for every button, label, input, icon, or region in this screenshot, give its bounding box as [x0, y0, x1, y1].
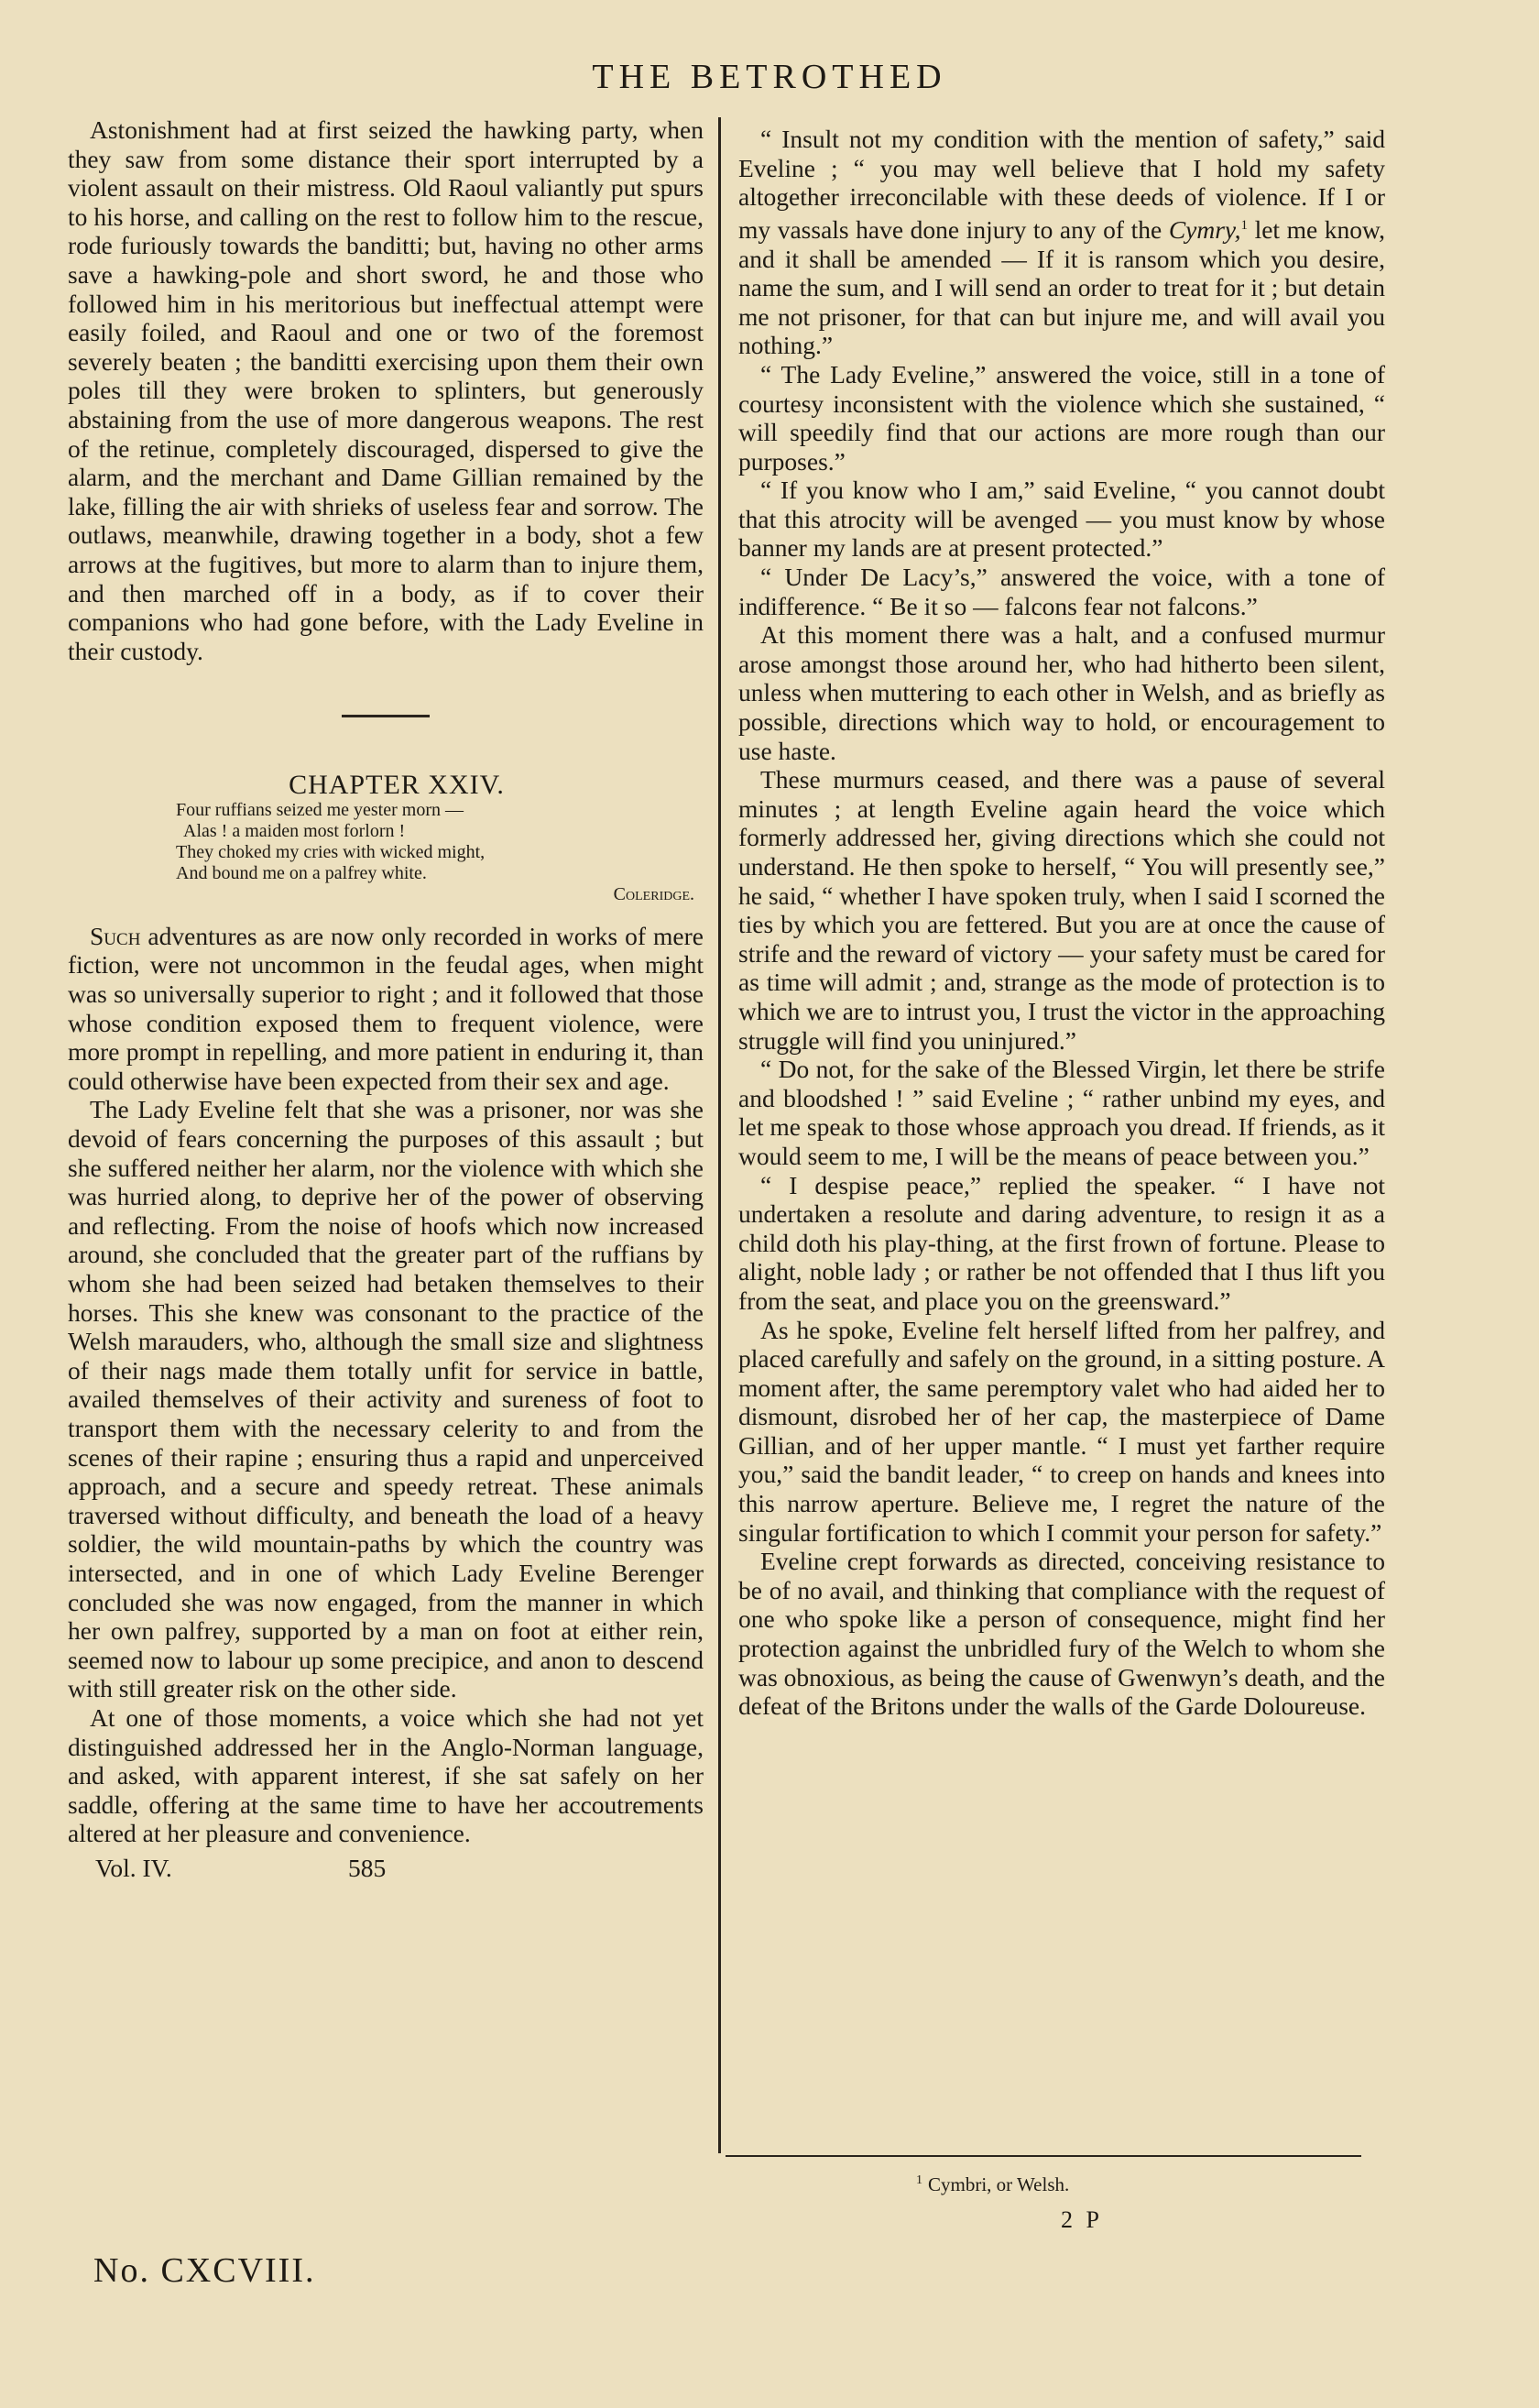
italic-term: Cymry, — [1168, 214, 1241, 244]
paragraph-text: let me know, and it shall be amended — If it is ransom which you desire, name the sum, and I will send an order to treat for it ; but detain me not prisoner, for that can but injure me, and will avail you nothing.” — [738, 214, 1385, 360]
paragraph — [738, 125, 1385, 360]
signature-mark: 2 P — [1061, 2206, 1103, 2233]
epigraph-line: Alas ! a maiden most forlorn ! — [183, 820, 406, 841]
paragraph: The Lady Eveline felt that she was a prisoner, nor was she devoid of fears concerning the purposes of this assault ; but she suffered neither her alarm, nor the violence with which she was hurried along, to deprive her of the power of observing and reflecting. From the noise of hoofs which now increased around, she concluded that the greater part of the ruffians by whom she had been seized had betaken themselves to their horses. This she knew was consonant to the practice of the Welsh marauders, who, although the small size and slightness of their nags made them totally unfit for service in battle, availed themselves of their activity and sureness of foot to transport them with the necessary celerity to and from the scenes of their rapine ; ensuring thus a rapid and unperceived approach, and a secure and speedy retreat. These animals traversed without difficulty, and beneath the load of a heavy soldier, the wild mountain-paths by which the country was intersected, and in one of which Lady Eveline Berenger concluded she was now engaged, from the manner in which her own palfrey, supported by a man on foot at either rein, seemed now to labour up some precipice, and anon to descend with still greater risk on the other side. — [68, 1095, 704, 1703]
footnote-text: Cymbri, or Welsh. — [928, 2173, 1070, 2195]
footnote — [916, 2173, 1069, 2196]
paragraph: Eveline crept forwards as directed, conceiving resistance to be of no avail, and thinking that compliance with the request of one who spoke like a person of consequence, might find her protection against the unbridled fury of the Welch to whom she was obnoxious, as being the cause of Gwenwyn’s death, and the defeat of the Britons under the walls of the Garde Doloureuse. — [738, 1547, 1385, 1721]
chapter-heading: CHAPTER XXIV. — [289, 770, 505, 801]
opening-paragraph: Astonishment had at first seized the hawking party, when they saw from some distance their sport interrupted by a violent assault on their mistress. Old Raoul valiantly put spurs to his horse, and calling on the rest to follow him to the rescue, rode furiously towards the banditti; but, having no other arms save a hawking-pole and short sword, he and those who followed him in his meritorious but ineffectual attempt were easily foiled, and Raoul and one or two of the foremost severely beaten ; the banditti exercising upon them their own poles till they were broken to splinters, but generously abstaining from the use of more dangerous weapons. The rest of the retinue, completely discouraged, dispersed to give the alarm, and the merchant and Dame Gillian remained by the lake, filling the air with shrieks of useless fear and sorrow. The outlaws, meanwhile, drawing together in a body, shot a few arrows at the fugitives, but more to alarm than to injure them, and then marched off in a body, as if to cover their companions who had gone before, with the Lady Eveline in their custody. — [68, 115, 704, 665]
right-column — [738, 125, 1385, 1721]
epigraph-attribution: Coleridge. — [613, 883, 694, 904]
paragraph: “ Do not, for the sake of the Blessed Virgin, let there be strife and bloodshed ! ” said Eveline ; “ rather unbind my eyes, and let me speak to those whose approach you dread. If friends, as it would seem to me, I will be the means of peace between you.” — [738, 1055, 1385, 1170]
epigraph-line: And bound me on a palfrey white. — [176, 862, 427, 883]
running-head: THE BETROTHED — [592, 58, 947, 96]
epigraph-line: They choked my cries with wicked might, — [176, 841, 486, 862]
paragraph: At one of those moments, a voice which she had not yet distinguished addressed her in the Anglo-Norman language, and asked, with apparent interest, if she sat safely on her saddle, offering at the same time to have her accoutrements altered at her pleasure and convenience. — [68, 1702, 704, 1848]
column-divider — [718, 117, 721, 2153]
issue-number: No. CXCVIII. — [93, 2251, 316, 2290]
chapter-first-paragraph — [68, 922, 704, 1096]
page-number: 585 — [348, 1853, 387, 1882]
paragraph: At this moment there was a halt, and a confused murmur arose amongst those around her, who had hitherto been silent, unless when muttering to each other in Welsh, and as briefly as possible, directions which way to hold, or encouragement to use haste. — [738, 620, 1385, 765]
footnote-mark: 1 — [916, 2173, 922, 2187]
paragraph: “ If you know who I am,” said Eveline, “ you cannot doubt that this atrocity will be avenged — you must know by whose banner my lands are at present protected.” — [738, 476, 1385, 563]
footnote-rule — [726, 2155, 1361, 2157]
paragraph: “ Under De Lacy’s,” answered the voice, with a tone of indifference. “ Be it so — falcons fear not falcons.” — [738, 563, 1385, 620]
volume-label: Vol. IV. — [95, 1853, 172, 1882]
paragraph: As he spoke, Eveline felt herself lifted from her palfrey, and placed carefully and safely on the ground, in a sitting posture. A moment after, the same peremptory valet who had aided her to dismount, disrobed her of her cap, the masterpiece of Dame Gillian, and of her upper mantle. “ I must yet farther require you,” said the bandit leader, “ to creep on hands and knees into this narrow aperture. Believe me, I regret the nature of the singular fortification to which I commit your person for safety.” — [738, 1315, 1385, 1547]
paragraph: These murmurs ceased, and there was a pause of several minutes ; at length Eveline again heard the voice which formerly addressed her, giving directions which she could not understand. He then spoke to herself, “ You will presently see,” he said, “ whether I have spoken truly, when I said I scorned the ties by which you are fettered. But you are at once the cause of strife and the reward of victory — your safety must be cared for as time will admit ; and, strange as the mode of protection is to which we are to intrust you, I trust the victor in the approaching struggle will find you uninjured.” — [738, 765, 1385, 1055]
paragraph: “ The Lady Eveline,” answered the voice, still in a tone of courtesy inconsistent with the violence which she sustained, “ will speedily find that our actions are more rough than our purposes.” — [738, 359, 1385, 476]
epigraph — [176, 800, 704, 905]
left-column — [68, 115, 704, 1885]
paragraph-text: “ Insult not my condition with the mention of safety,” said Eveline ; “ you may well believe that I hold my safety altogether irreconcilable with these deeds of violence. If I or my vassals have done injury to any of the — [738, 125, 1385, 244]
epigraph-line: Four ruffians seized me yester morn — — [176, 799, 464, 820]
folio-line — [68, 1854, 704, 1885]
section-rule — [342, 715, 430, 717]
footnote-reference: 1 — [1240, 217, 1248, 233]
paragraph: “ I despise peace,” replied the speaker. “ I have not undertaken a resolute and daring adventure, to resign it as a child doth his play-thing, at the first frown of fortune. Please to alight, noble lady ; or rather be not offended that I thus lift you from the seat, and place you on the greensward.” — [738, 1170, 1385, 1315]
chapter-first-word: Such — [90, 921, 141, 950]
chapter-first-paragraph-text: adventures as are now only recorded in works of mere fiction, were not uncommon in the feudal ages, when might was so universally superior to right ; and it followed that those whose condition exposed them to frequent violence, were more prompt in repelling, and more patient in enduring it, than could otherwise have been expected from their sex and age. — [68, 921, 704, 1095]
